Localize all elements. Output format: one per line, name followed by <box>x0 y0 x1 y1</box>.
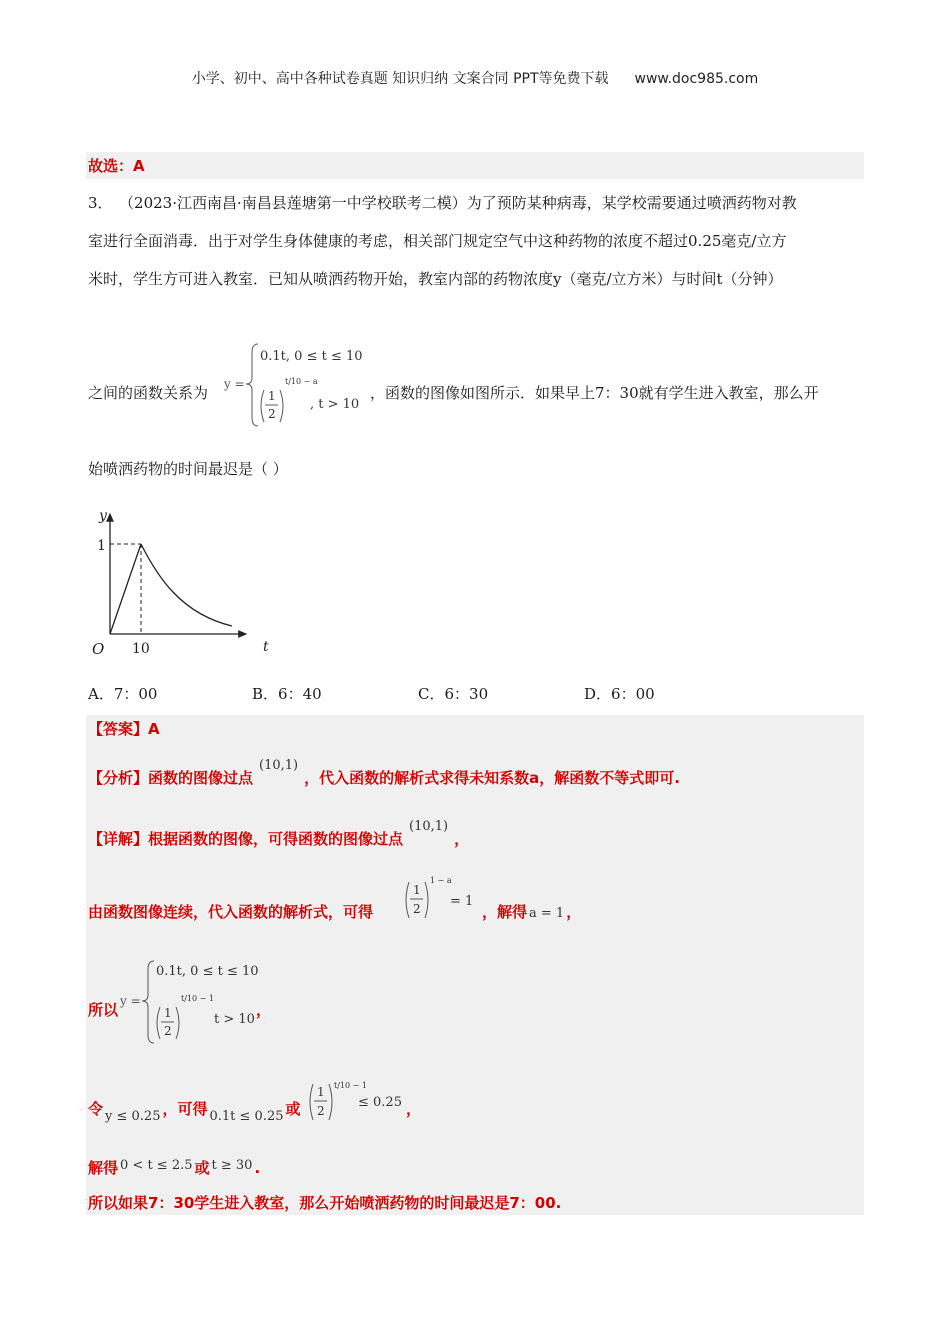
analysis-point: (10,1) <box>259 758 299 773</box>
so-suffix: ， <box>256 1001 272 1019</box>
detail-point: (10,1) <box>409 819 449 834</box>
option-a[interactable]: A．7：00 <box>88 685 158 703</box>
continuity-end: ， <box>566 903 582 921</box>
so-prefix: 所以 <box>88 1001 119 1019</box>
option-b[interactable]: B．6：40 <box>252 685 322 703</box>
option-d[interactable]: D．6：00 <box>584 685 655 703</box>
svg-text:1: 1 <box>317 1085 325 1099</box>
continuity-prefix: 由函数图像连续，代入函数的解析式，可得 <box>88 903 374 921</box>
ineq-2 <box>306 1076 406 1128</box>
formula-y-eq: y = <box>224 377 245 391</box>
ineq-2-exponent: t/10 − 1 <box>334 1081 367 1090</box>
continuity-equation <box>402 872 480 924</box>
func-prefix: 之间的函数关系为 <box>88 384 209 402</box>
question-text-1: （2023·江西南昌·南昌县莲塘第一中学校联考二模）为了预防某种病毒，某学校需要通过喷洒药物对教 <box>126 194 797 212</box>
let-line <box>88 1099 301 1124</box>
formula-half-num: 1 <box>268 389 276 403</box>
piecewise-formula <box>218 338 368 430</box>
detail-suffix: ， <box>454 830 470 848</box>
ineq-1: 0.1t ≤ 0.25 <box>209 1109 284 1124</box>
continuity-rhs: = 1 <box>450 894 474 909</box>
a-value: a = 1 <box>529 906 565 921</box>
formula-case-2-cond: , t > 10 <box>310 397 360 412</box>
svg-text:2: 2 <box>317 1104 325 1118</box>
let-suffix: ， <box>406 1100 422 1118</box>
analysis-prefix: 【分析】函数的图像过点 <box>88 769 254 787</box>
analysis-line <box>88 758 680 790</box>
so-case-2-cond: t > 10 <box>214 1012 255 1027</box>
question-line-3: 米时，学生方可进入教室．已知从喷洒药物开始，教室内部的药物浓度y（毫克/立方米）与时间t（分钟） <box>88 270 783 288</box>
question-line-1 <box>88 193 797 213</box>
option-c[interactable]: C．6：30 <box>418 685 489 703</box>
decay-curve <box>141 544 232 626</box>
detail-prefix: 【详解】根据函数的图像，可得函数的图像过点 <box>88 830 404 848</box>
formula-exponent: t/10 − a <box>285 377 318 386</box>
let-prefix: 令 <box>88 1100 104 1118</box>
graph-x-tick: 10 <box>132 641 150 657</box>
header-site-link[interactable]: www.doc985.com <box>634 71 759 87</box>
ineq-2-rhs: ≤ 0.25 <box>358 1095 402 1110</box>
question-line-5: 始喷洒药物的时间最迟是（ ） <box>88 460 288 478</box>
svg-text:y =: y = <box>120 994 141 1008</box>
let-cond: y ≤ 0.25 <box>105 1109 161 1124</box>
svg-text:2: 2 <box>164 1024 172 1038</box>
header-text: 小学、初中、高中各种试卷真题 知识归纳 文案合同 PPT等免费下载 <box>191 71 609 87</box>
solve-line <box>88 1158 260 1180</box>
svg-text:1: 1 <box>413 883 421 897</box>
conclusion: 所以如果7：30学生进入教室，那么开始喷洒药物的时间最迟是7：00. <box>88 1194 562 1212</box>
analysis-suffix: ，代入函数的解析式求得未知系数a，解函数不等式即可. <box>304 769 680 787</box>
graph-y-tick: 1 <box>97 538 106 554</box>
so-case-1: 0.1t, 0 ≤ t ≤ 10 <box>156 964 259 979</box>
or-1: 或 <box>285 1100 301 1118</box>
linear-segment <box>110 544 141 634</box>
question-number: 3． <box>88 194 113 212</box>
continuity-exponent: 1 − a <box>430 876 452 885</box>
solved-piecewise <box>118 957 268 1047</box>
solve-suffix: . <box>254 1159 261 1177</box>
prev-answer: 故选：A <box>88 157 145 175</box>
answer-line: 【答案】A <box>88 720 160 738</box>
solve-prefix: 解得 <box>88 1159 119 1177</box>
svg-text:2: 2 <box>413 902 421 916</box>
function-graph <box>84 500 284 665</box>
continuity-mid: ，解得 <box>482 903 528 921</box>
svg-text:1: 1 <box>164 1006 172 1020</box>
continuity-tail <box>482 902 581 924</box>
page-header <box>0 68 950 88</box>
graph-y-label: y <box>99 508 107 524</box>
detail-line <box>88 819 470 851</box>
prev-answer-band <box>86 152 864 179</box>
sol-1: 0 < t ≤ 2.5 <box>120 1158 193 1173</box>
question-line-2: 室进行全面消毒．出于对学生身体健康的考虑，相关部门规定空气中这种药物的浓度不超过0.25毫克/立方 <box>88 232 787 250</box>
graph-origin: O <box>92 640 105 658</box>
so-exponent: t/10 − 1 <box>181 994 214 1003</box>
let-mid: ，可得 <box>162 1100 208 1118</box>
formula-case-1: 0.1t, 0 ≤ t ≤ 10 <box>260 349 363 364</box>
graph-x-label: t <box>263 639 269 655</box>
sol-2: t ≥ 30 <box>211 1158 253 1173</box>
or-2: 或 <box>194 1159 210 1177</box>
func-suffix: ，函数的图像如图所示．如果早上7：30就有学生进入教室，那么开 <box>370 384 819 402</box>
formula-half-den: 2 <box>268 407 276 421</box>
